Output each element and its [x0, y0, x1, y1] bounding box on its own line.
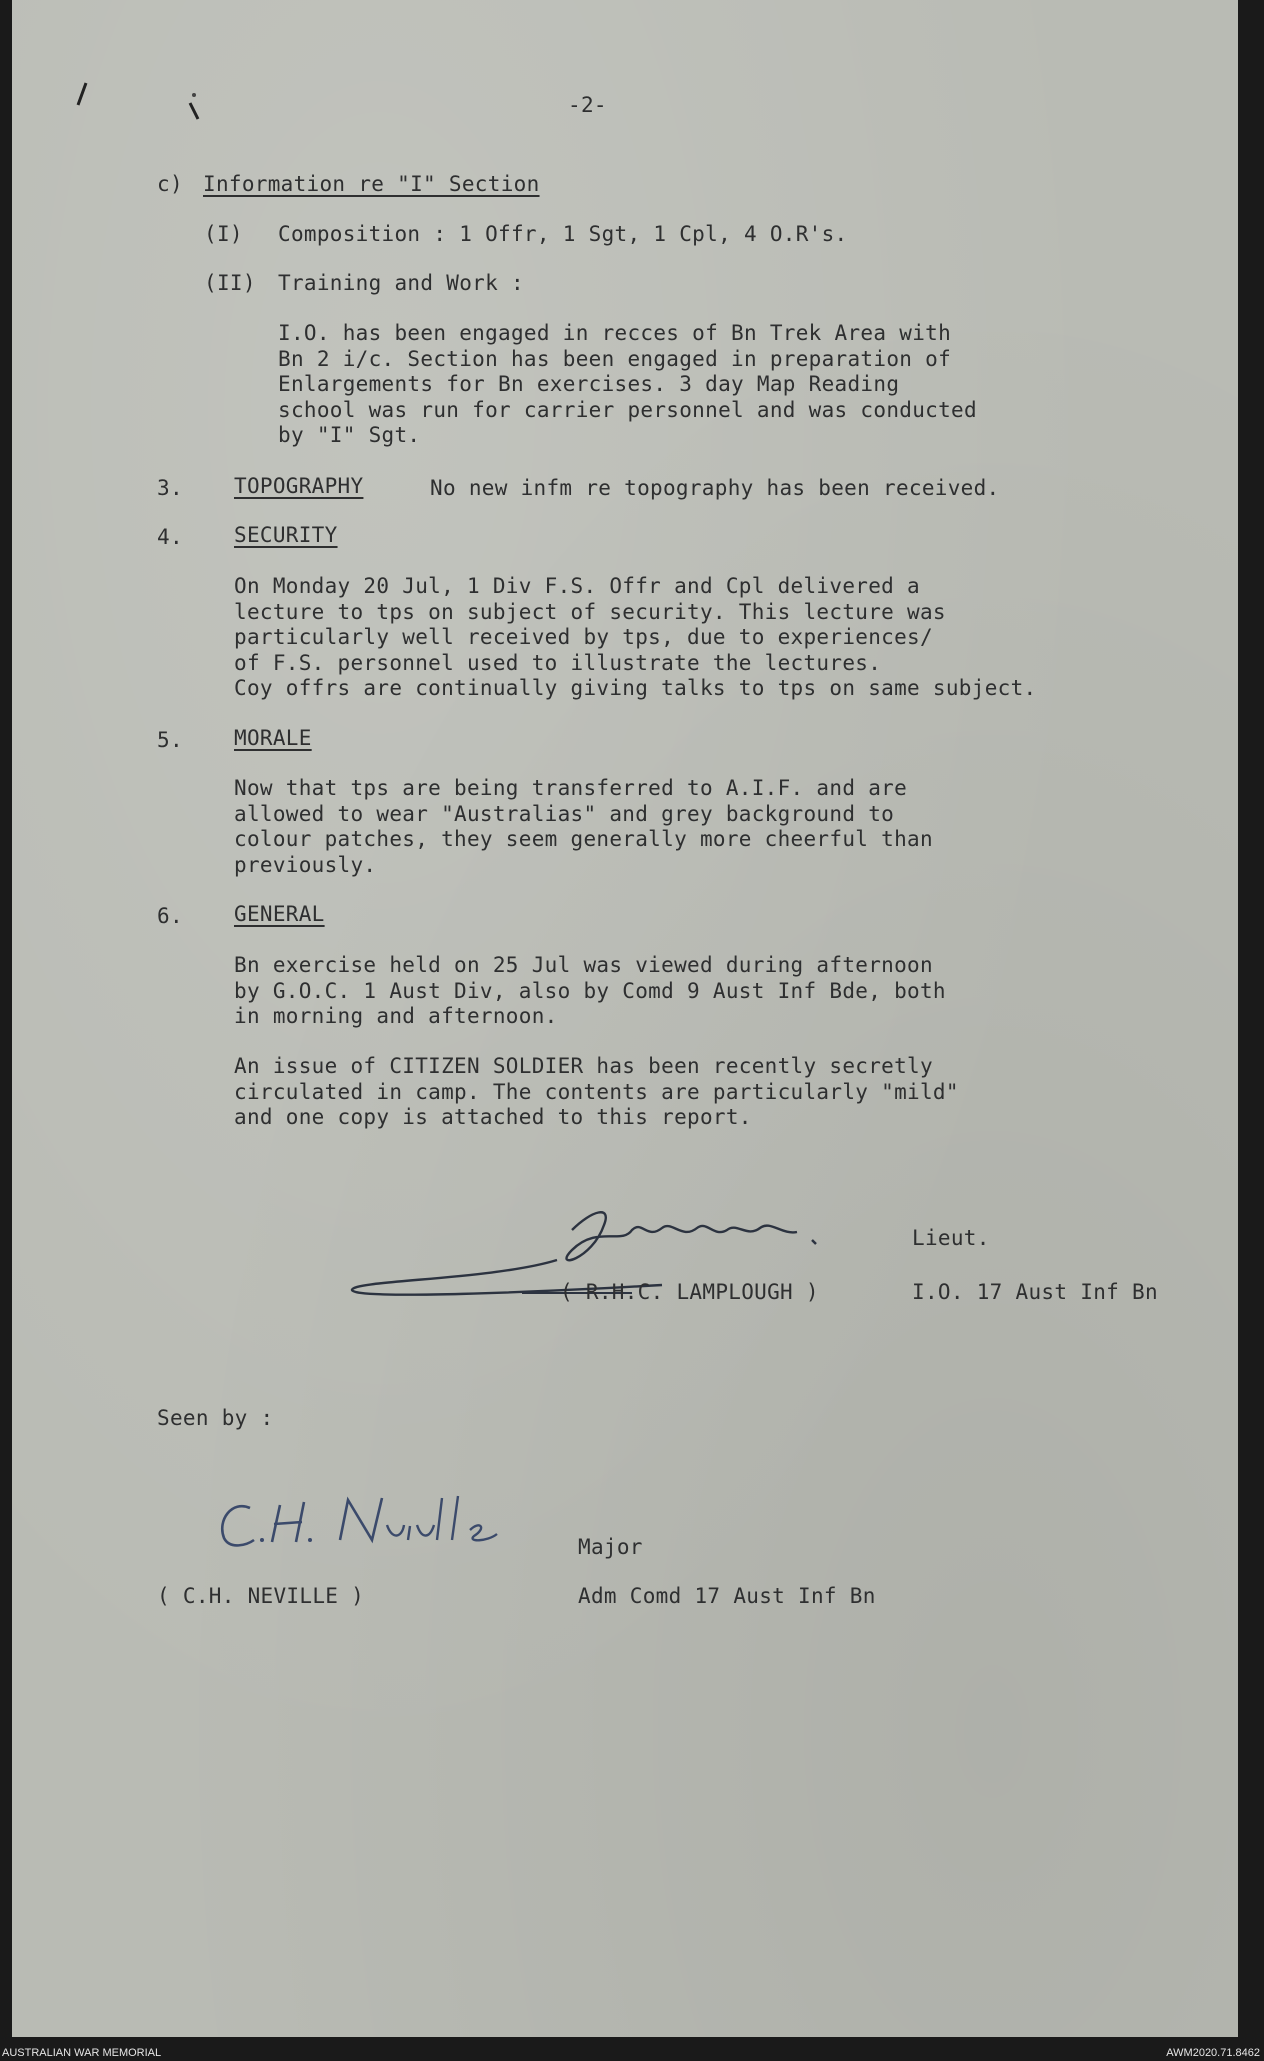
- section-5-body: [234, 776, 933, 878]
- section-c-item2-body: [278, 321, 977, 449]
- text-line: in morning and afternoon.: [234, 1004, 558, 1028]
- text-line: allowed to wear "Australias" and grey background to: [234, 801, 895, 826]
- section-3-number: 3.: [157, 476, 183, 500]
- text-line: school was run for carrier personnel and was conducted: [278, 397, 977, 422]
- document-page: [12, 0, 1238, 2037]
- section-3-heading: TOPOGRAPHY: [234, 474, 364, 498]
- text-line: by G.O.C. 1 Aust Div, also by Comd 9 Aust Inf Bde, both: [234, 978, 946, 1003]
- section-5-heading: MORALE: [234, 726, 312, 750]
- text-line: Enlargements for Bn exercises. 3 day Map Reading: [278, 372, 900, 396]
- section-6-heading: GENERAL: [234, 902, 325, 926]
- section-c-item2-text: Training and Work :: [278, 271, 524, 295]
- text-line: Now that tps are being transferred to A.I.F. and are: [234, 776, 908, 800]
- text-line: I.O. has been engaged in recces of Bn Trek Area with: [278, 321, 952, 345]
- page-number: -2-: [568, 93, 607, 117]
- signature-1-rank: Lieut.: [912, 1226, 990, 1250]
- section-4-body: [234, 574, 1036, 702]
- text-line: Coy offrs are continually giving talks to tps on same subject.: [234, 676, 1037, 700]
- signature-1-name: ( R.H.C. LAMPLOUGH ): [560, 1280, 819, 1304]
- section-4-number: 4.: [157, 525, 183, 549]
- text-line: Bn 2 i/c. Section has been engaged in preparation of: [278, 346, 952, 371]
- section-4-heading: SECURITY: [234, 523, 338, 547]
- footer-institution: AUSTRALIAN WAR MEMORIAL: [2, 2047, 162, 2059]
- signature-2-rank: Major: [578, 1535, 643, 1559]
- text-line: of F.S. personnel used to illustrate the lectures.: [234, 650, 882, 675]
- section-c-heading: Information re "I" Section: [203, 172, 540, 196]
- text-line: lecture to tps on subject of security. This lecture was: [234, 599, 946, 624]
- section-3-text: No new infm re topography has been received.: [430, 476, 1000, 500]
- text-line: previously.: [234, 852, 377, 877]
- section-c-label: c): [157, 172, 183, 196]
- text-line: An issue of CITIZEN SOLDIER has been recently secretly: [234, 1054, 933, 1078]
- text-line: particularly well received by tps, due to experiences/: [234, 625, 933, 649]
- text-line: Bn exercise held on 25 Jul was viewed during afternoon: [234, 953, 933, 977]
- neville-signature: [212, 1490, 532, 1560]
- signature-1-appointment: I.O. 17 Aust Inf Bn: [912, 1280, 1158, 1304]
- section-c-item2-number: (II): [204, 271, 256, 295]
- signature-2-appointment: Adm Comd 17 Aust Inf Bn: [578, 1584, 876, 1608]
- seen-by-label: Seen by :: [157, 1406, 274, 1430]
- section-6-body-1: [234, 953, 946, 1030]
- section-c-item1-number: (I): [204, 222, 243, 246]
- signature-2-name: ( C.H. NEVILLE ): [157, 1584, 365, 1608]
- text-line: On Monday 20 Jul, 1 Div F.S. Offr and Cpl delivered a: [234, 574, 920, 598]
- text-line: by "I" Sgt.: [278, 423, 421, 447]
- footer-reference: AWM2020.71.8462: [1166, 2047, 1260, 2059]
- text-line: circulated in camp. The contents are particularly "mild": [234, 1079, 959, 1104]
- section-6-body-2: [234, 1054, 959, 1131]
- text-line: and one copy is attached to this report.: [234, 1105, 752, 1129]
- pencil-mark: [72, 75, 212, 135]
- section-6-number: 6.: [157, 904, 183, 928]
- section-c-item1-text: Composition : 1 Offr, 1 Sgt, 1 Cpl, 4 O.R's.: [278, 222, 848, 246]
- section-5-number: 5.: [157, 728, 183, 752]
- text-line: colour patches, they seem generally more cheerful than: [234, 827, 933, 851]
